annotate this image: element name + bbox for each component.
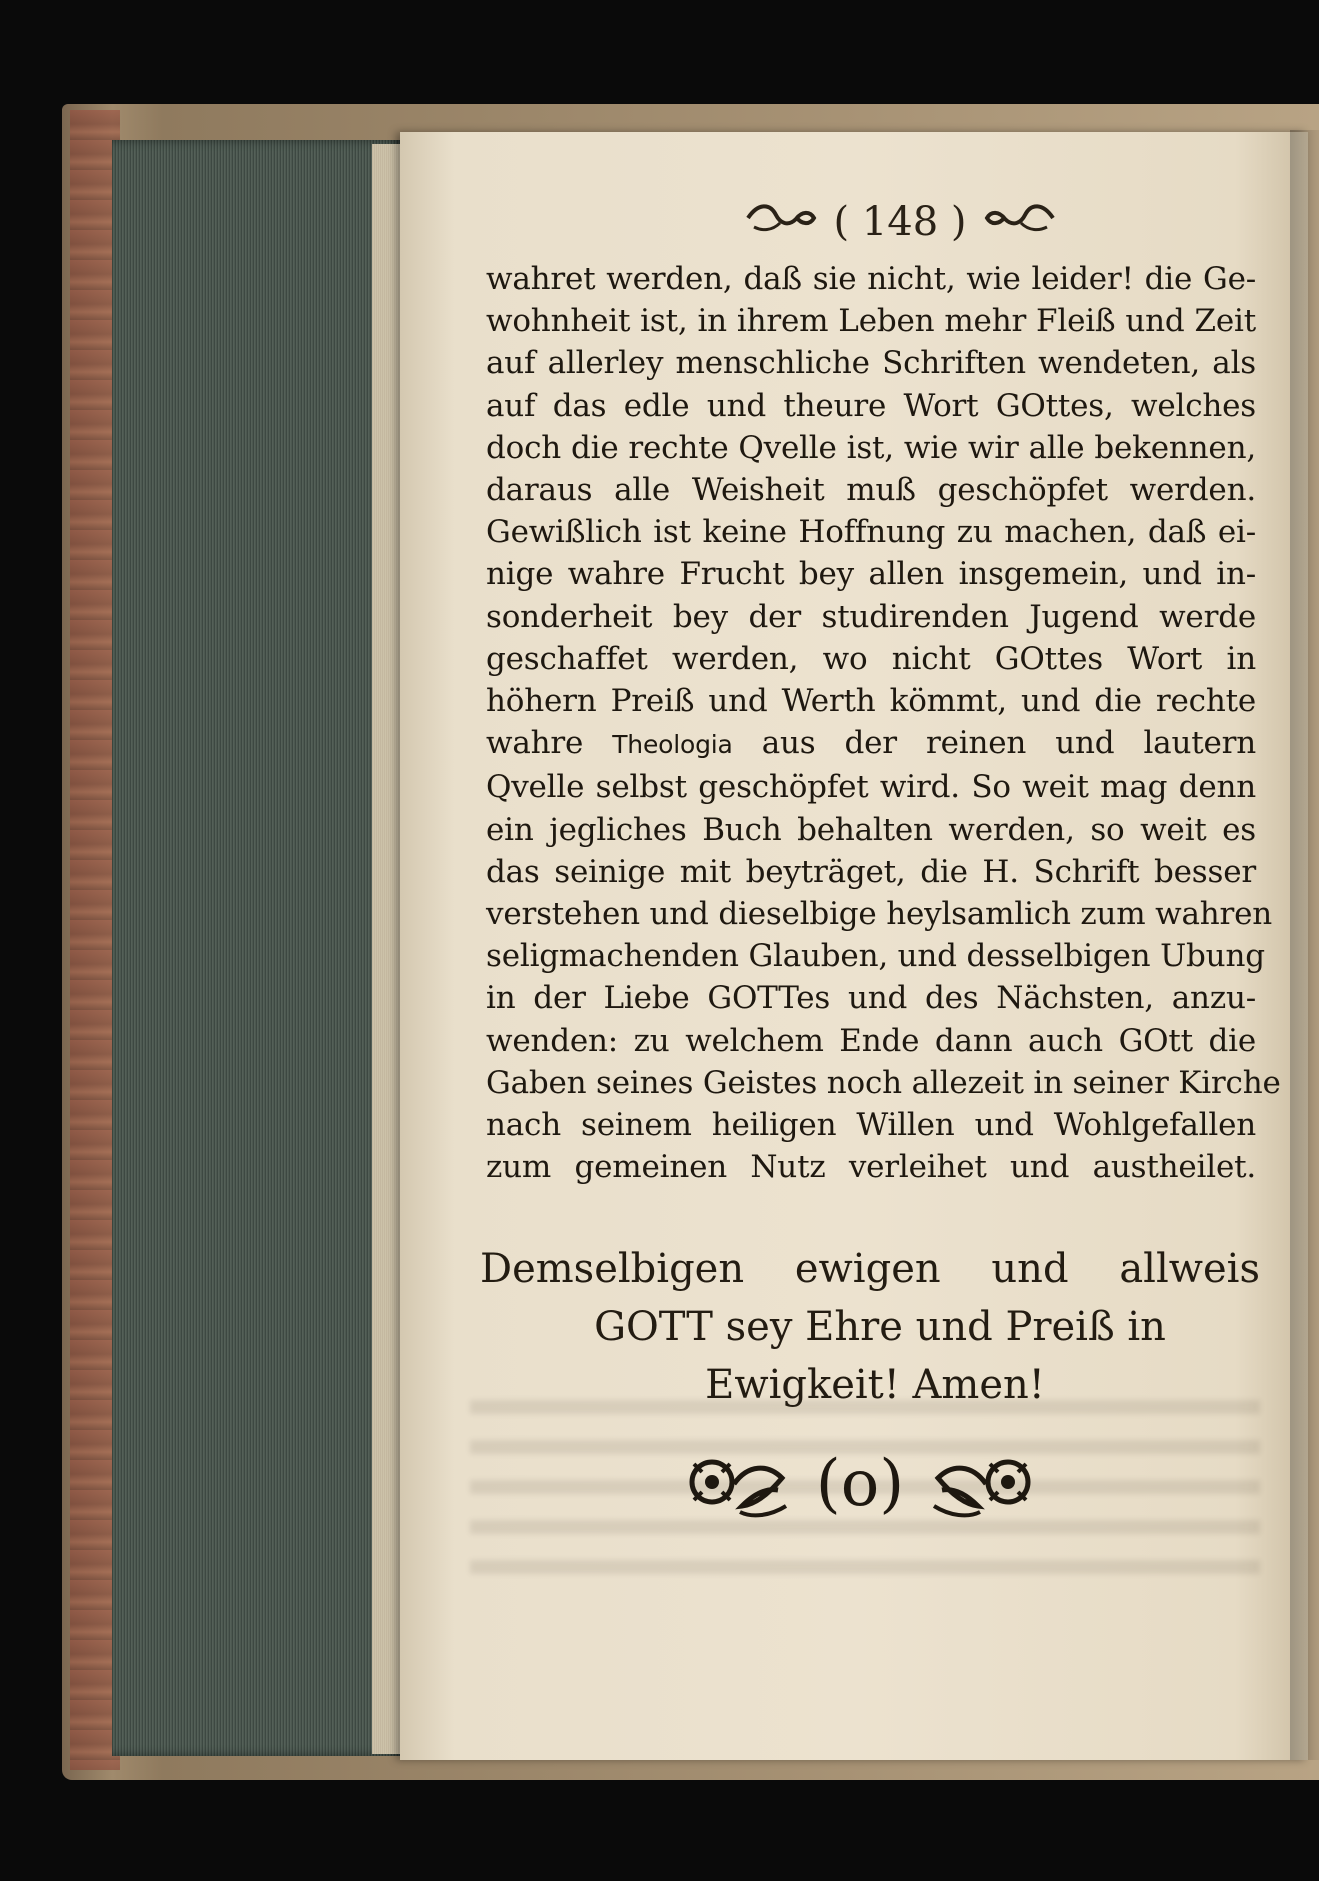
text-line: wohnheit ist, in ihrem Leben mehr Fleiß und Zeit	[486, 303, 1256, 340]
closing-doxology	[480, 1240, 1260, 1414]
text-line: verstehen und dieselbige heylsamlich zum wahren	[486, 896, 1273, 933]
text-line: daraus alle Weisheit muß geschöpfet werden.	[486, 472, 1256, 509]
running-header	[690, 196, 1110, 248]
text-line: geschaffet werden, wo nicht GOttes Wort in	[486, 640, 1256, 677]
next-page-shadow	[1290, 130, 1319, 1760]
text-line: wenden: zu welchem Ende dann auch GOtt die	[486, 1022, 1256, 1059]
body-text	[486, 258, 1281, 1188]
text-line-theologia	[486, 722, 1256, 766]
text-line: Gaben seines Geistes noch allezeit in seiner Kirche	[486, 1064, 1281, 1101]
ornament-left-icon	[744, 201, 818, 244]
text-fragment: aus der reinen und lautern	[761, 725, 1257, 762]
text-line: höhern Preiß und Werth kömmt, und die rechte	[486, 683, 1256, 720]
text-line: Qvelle selbst geschöpfet wird. So weit mag denn	[486, 769, 1256, 806]
latin-word: Theologia	[612, 730, 733, 760]
text-line: auf das edle und theure Wort GOttes, welches	[486, 387, 1256, 424]
tailpiece-ornament	[630, 1436, 1090, 1532]
text-line: auf allerley menschliche Schriften wendeten, als	[486, 345, 1256, 382]
page-number: ( 148 )	[833, 199, 967, 245]
text-line: in der Liebe GOTTes und des Nächsten, anzu-	[486, 980, 1256, 1017]
tailpiece-mark: (o)	[815, 1447, 905, 1521]
text-line: Gewißlich ist keine Hoffnung zu machen, daß ei-	[486, 514, 1256, 551]
closing-line: Demselbigen ewigen und allweis	[480, 1246, 1260, 1292]
text-line: wahret werden, daß sie nicht, wie leider! die Ge-	[486, 261, 1256, 297]
closing-line: GOTT sey Ehre und Preiß in	[594, 1304, 1166, 1350]
page-block-fore-edge	[112, 140, 402, 1756]
text-line: seligmachenden Glauben, und desselbigen Ubung	[486, 938, 1265, 975]
text-line: nach seinem heiligen Willen und Wohlgefallen	[486, 1107, 1256, 1144]
text-line: ein jegliches Buch behalten werden, so weit es	[486, 811, 1256, 848]
text-fragment: wahre	[486, 725, 584, 762]
floral-vignette-left-icon	[682, 1444, 792, 1524]
ornament-right-icon	[983, 201, 1057, 244]
text-line: das seinige mit beyträget, die H. Schrift besser	[486, 853, 1256, 890]
text-line: sonderheit bey der studirenden Jugend werde	[486, 598, 1256, 635]
text-line: nige wahre Frucht bey allen insgemein, und in-	[486, 556, 1256, 593]
floral-vignette-right-icon	[928, 1444, 1038, 1524]
closing-line: Ewigkeit! Amen!	[705, 1362, 1045, 1408]
text-line: doch die rechte Qvelle ist, wie wir alle bekennen,	[486, 429, 1256, 466]
text-line: zum gemeinen Nutz verleihet und austheilet.	[486, 1149, 1256, 1186]
